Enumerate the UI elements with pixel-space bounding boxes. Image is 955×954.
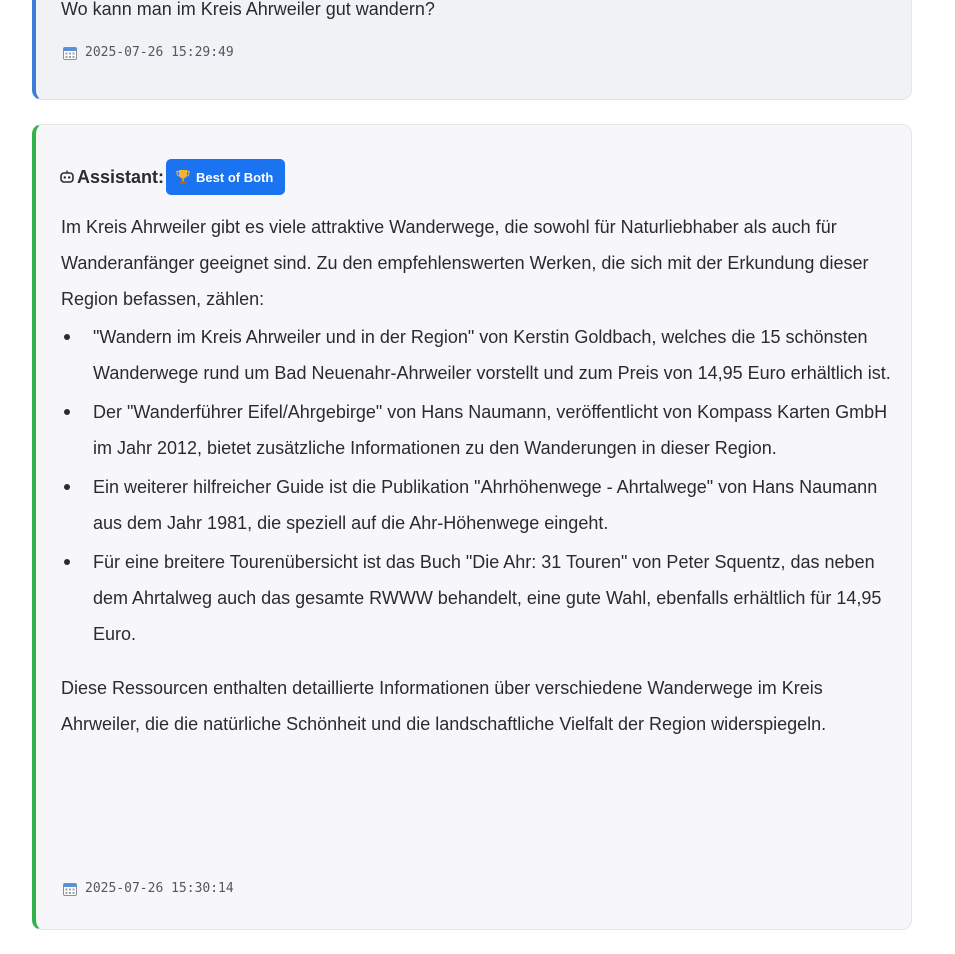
list-item [61,394,901,466]
best-of-both-badge [166,159,285,195]
bullet-icon [64,334,70,340]
user-message-timestamp [63,44,234,60]
calendar-icon [63,882,77,896]
badge-label: Best of Both [196,169,274,185]
bullet-icon [64,409,70,415]
role-label: Assistant: [77,166,165,187]
assistant-header [59,159,285,195]
list-item-text: Für eine breitere Tourenübersicht ist das Buch "Die Ahr: 31 Touren" von Peter Squentz, das neben dem Ahrtalweg auch das gesamte RWWW behandelt, eine gute Wahl, ebenfalls erhältlich für 14,95 Euro. [93,552,882,644]
recommendation-list [61,319,901,652]
trophy-icon [176,169,190,185]
list-item [61,469,901,541]
robot-icon [59,169,75,185]
user-message-text: Wo kann man im Kreis Ahrweiler gut wandern? [61,0,435,19]
bullet-icon [64,559,70,565]
list-item-text: "Wandern im Kreis Ahrweiler und in der Region" von Kerstin Goldbach, welches die 15 schönsten Wanderwege rund um Bad Neuenahr-Ahrweiler vorstellt und zum Preis von 14,95 Euro erhältlich ist. [93,327,891,383]
calendar-icon [63,46,77,60]
list-item [61,319,901,391]
assistant-message [32,124,912,930]
list-item-text: Der "Wanderführer Eifel/Ahrgebirge" von Hans Naumann, veröffentlicht von Kompass Karten GmbH im Jahr 2012, bietet zusätzliche Informationen zu den Wanderungen in dieser Region. [93,402,888,458]
closing-paragraph: Diese Ressourcen enthalten detaillierte Informationen über verschiedene Wanderwege im Kreis Ahrweiler, die die natürliche Schönheit und die landschaftliche Vielfalt der Region widerspiegeln. [61,678,827,734]
timestamp-text: 2025-07-26 15:30:14 [85,880,234,896]
intro-paragraph: Im Kreis Ahrweiler gibt es viele attraktive Wanderwege, die sowohl für Naturliebhaber als auch für Wanderanfänger geeignet sind. Zu den empfehlenswerten Werken, die sich mit der Erkundung dieser Region befassen, zählen: [61,217,869,309]
assistant-message-body [61,209,901,742]
timestamp-text: 2025-07-26 15:29:49 [85,44,234,60]
list-item-text: Ein weiterer hilfreicher Guide ist die Publikation "Ahrhöhenwege - Ahrtalwege" von Hans Naumann aus dem Jahr 1981, die speziell auf die Ahr-Höhenwege eingeht. [93,477,878,533]
bullet-icon [64,484,70,490]
list-item [61,544,901,652]
assistant-message-timestamp [63,880,234,896]
user-message [32,0,912,100]
